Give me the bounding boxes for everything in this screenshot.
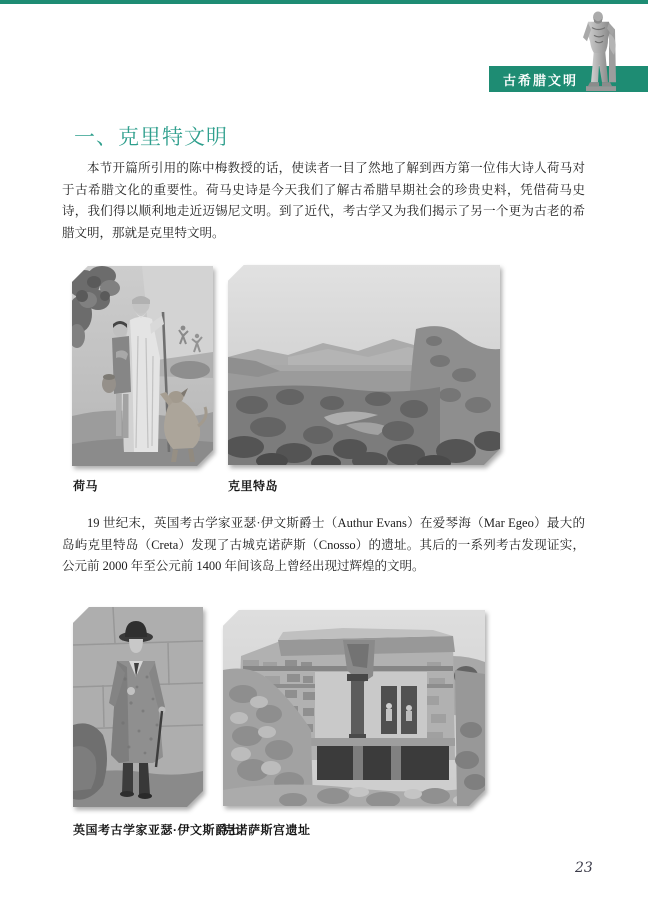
figure-caption-knossos: 克诺萨斯宫遗址 bbox=[223, 823, 311, 837]
figure-caption-crete: 克里特岛 bbox=[228, 479, 279, 493]
section-title: 一、克里特文明 bbox=[74, 126, 228, 149]
crete-island-image bbox=[228, 265, 500, 465]
paragraph-intro: 本节开篇所引用的陈中梅教授的话，使读者一目了然地了解到西方第一位伟大诗人荷马对于古希腊文化的重要性。荷马史诗是今天我们了解古希腊早期社会的珍贵史料，凭借荷马史诗，我们得以顺利地走近迈锡尼文明。到了近代，考古学又为我们揭示了另一个更为古老的希腊文明，那就是克里特文明。 bbox=[62, 161, 585, 240]
figure-knossos bbox=[223, 610, 485, 806]
arthur-evans-photo-image bbox=[73, 607, 203, 807]
chapter-tab-label: 古希腊文明 bbox=[503, 72, 579, 88]
figure-caption-evans: 英国考古学家亚瑟·伊文斯爵士 bbox=[73, 823, 240, 837]
top-accent-bar bbox=[0, 0, 648, 4]
figure-crete bbox=[228, 265, 500, 465]
homer-painting-image bbox=[72, 266, 213, 466]
paragraph-evans: 19 世纪末，英国考古学家亚瑟·伊文斯爵士（Authur Evans）在爱琴海（Mar Egeo）最大的岛屿克里特岛（Creta）发现了古城克诺萨斯（Cnosso）的遗址。其后的一系列考古发现证实，公元前 2000 年至公元前 1400 年间该岛上曾经出现过辉煌的文明。 bbox=[62, 516, 585, 573]
chapter-tab bbox=[489, 66, 648, 92]
knossos-ruins-image bbox=[223, 610, 485, 806]
figure-homer bbox=[72, 266, 213, 466]
figure-caption-homer: 荷马 bbox=[73, 479, 99, 493]
hercules-statue-icon bbox=[576, 10, 622, 92]
page-number: 23 bbox=[575, 860, 593, 876]
figure-evans bbox=[73, 607, 203, 807]
